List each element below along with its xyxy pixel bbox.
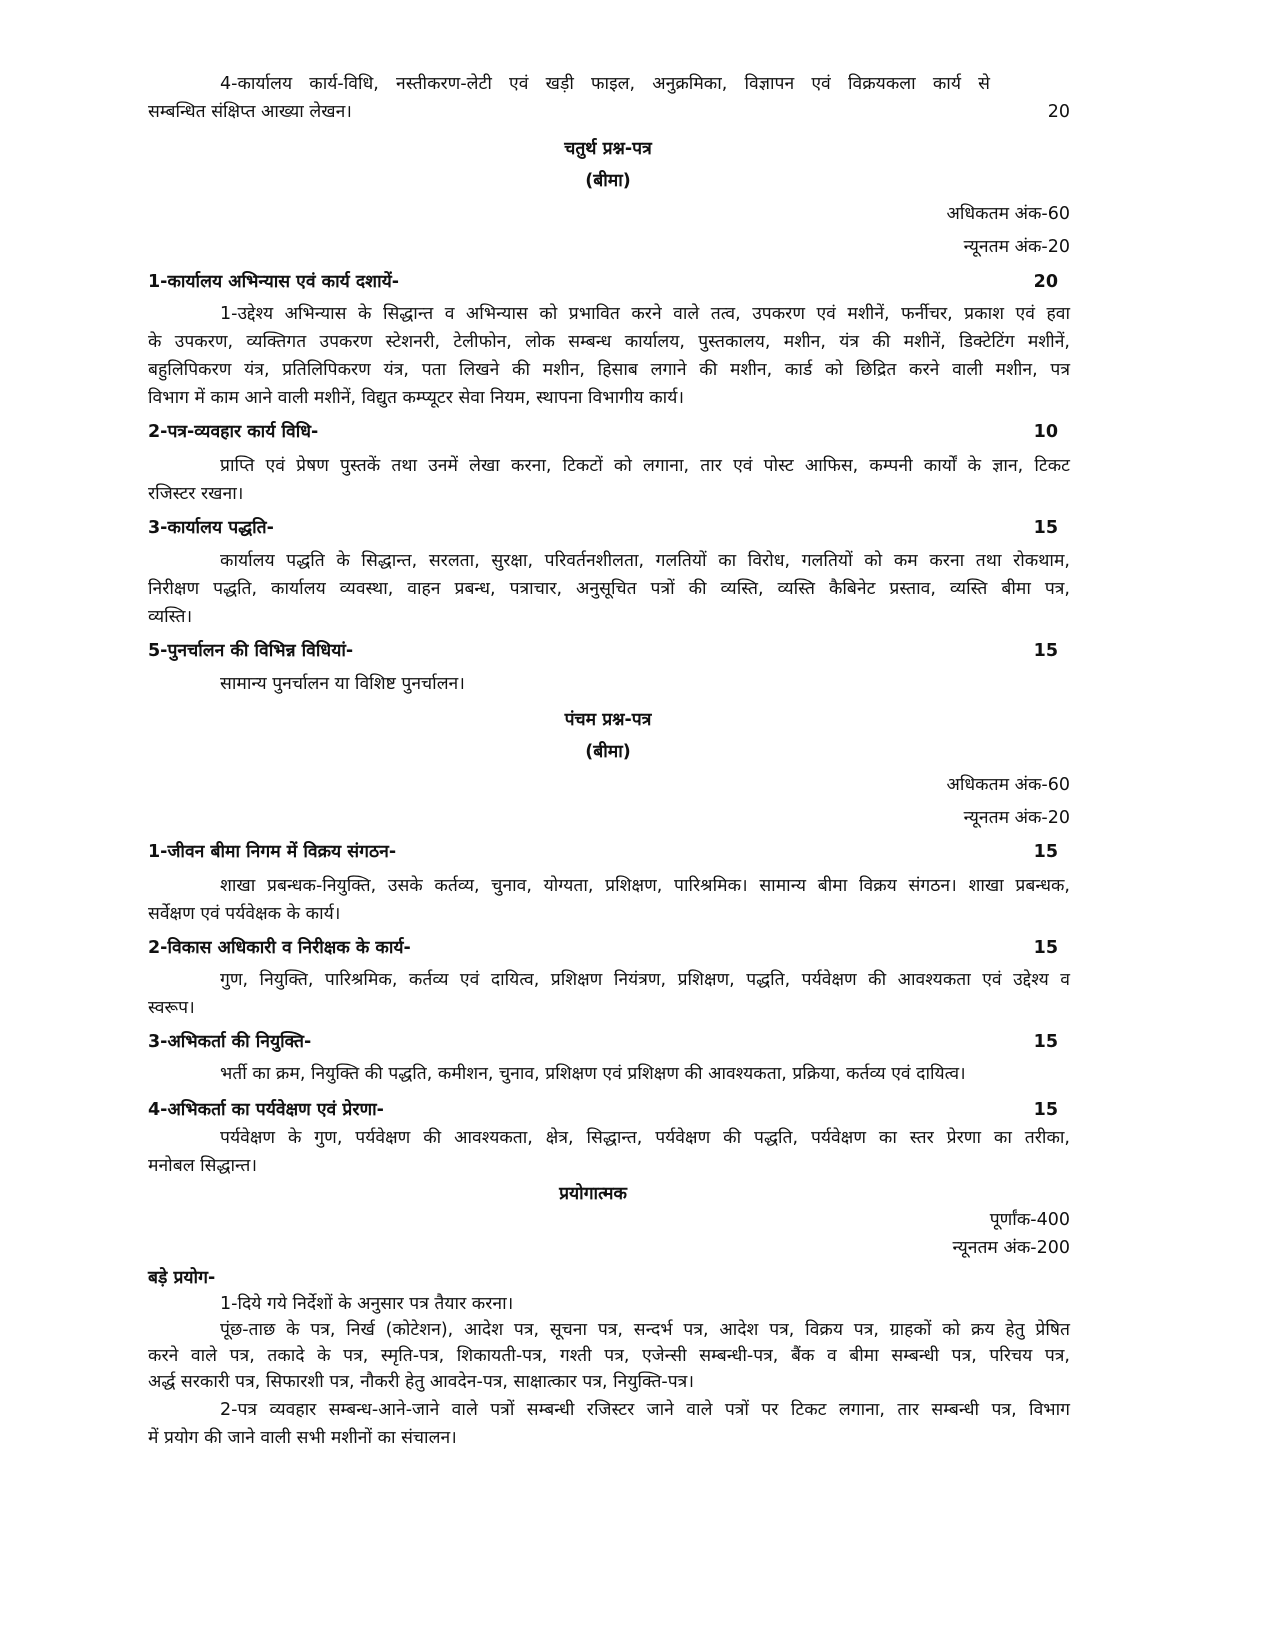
section-title: 5-पुनर्चालन की विभिन्न विधियां- <box>148 641 354 661</box>
section-heading <box>148 838 1070 866</box>
section-title: 1-कार्यालय अभिन्यास एवं कार्य दशायें- <box>148 272 400 292</box>
section-title: 2-पत्र-व्यवहार कार्य विधि- <box>148 422 319 442</box>
paper5-min-marks: न्यूनतम अंक-20 <box>963 808 1070 828</box>
section-title: 1-जीवन बीमा निगम में विक्रय संगठन- <box>148 842 397 862</box>
practical-title: प्रयोगात्मक <box>559 1184 627 1204</box>
paragraph-line: 2-पत्र व्यवहार सम्बन्ध-आने-जाने वाले पत्रों सम्बन्धी रजिस्टर जाने वाले पत्रों पर टिकट लगाना, तार सम्बन्धी पत्र, विभाग <box>220 1400 1070 1420</box>
paragraph-line: रजिस्टर रखना। <box>148 484 244 504</box>
section-heading <box>148 268 1070 296</box>
practical-min-marks: न्यूनतम अंक-200 <box>952 1238 1070 1258</box>
section-heading <box>148 514 1070 542</box>
intro-line <box>148 98 1113 126</box>
paragraph-line: विभाग में काम आने वाली मशीनें, विद्युत कम्प्यूटर सेवा नियम, स्थापना विभागीय कार्य। <box>148 388 684 408</box>
section-marks: 20 <box>1033 272 1058 292</box>
section-heading <box>148 1028 1070 1056</box>
paragraph-line: सर्वेक्षण एवं पर्यवेक्षक के कार्य। <box>148 904 341 924</box>
paper4-subtitle: (बीमा) <box>585 171 631 191</box>
paragraph-line: बहुलिपिकरण यंत्र, प्रतिलिपिकरण यंत्र, पता लिखने की मशीन, हिसाब लगाने की मशीन, कार्ड को छिद्रित करने वाली मशीन, पत्र <box>148 360 1070 380</box>
paragraph-line: सामान्य पुनर्चालन या विशिष्ट पुनर्चालन। <box>220 674 465 694</box>
section-marks: 15 <box>1033 1032 1058 1052</box>
section-heading <box>148 934 1070 962</box>
section-title: 3-कार्यालय पद्धति- <box>148 518 274 538</box>
intro-line: 4-कार्यालय कार्य-विधि, नस्तीकरण-लेटी एवं खड़ी फाइल, अनुक्रमिका, विज्ञापन एवं विक्रयकला कार्य से <box>220 74 990 94</box>
section-marks: 15 <box>1033 641 1058 661</box>
paragraph-line: 1-दिये गये निर्देशों के अनुसार पत्र तैयार करना। <box>220 1294 514 1314</box>
paragraph-line: के उपकरण, व्यक्तिगत उपकरण स्टेशनरी, टेलीफोन, लोक सम्बन्ध कार्यालय, पुस्तकालय, मशीन, यंत्र की मशीनें, डिक्टेटिंग मशीनें, <box>148 332 1070 352</box>
section-marks: 10 <box>1033 422 1058 442</box>
practical-full-marks: पूर्णांक-400 <box>989 1210 1070 1230</box>
section-title: 2-विकास अधिकारी व निरीक्षक के कार्य- <box>148 938 411 958</box>
section-title: 3-अभिकर्ता की नियुक्ति- <box>148 1032 312 1052</box>
section-heading <box>148 1096 1070 1124</box>
paper4-title: चतुर्थ प्रश्न-पत्र <box>564 139 652 159</box>
paper5-title: पंचम प्रश्न-पत्र <box>564 710 652 730</box>
paragraph-line: व्यस्ति। <box>148 607 193 627</box>
paper5-max-marks: अधिकतम अंक-60 <box>946 775 1070 795</box>
intro-marks: 20 <box>1047 102 1070 122</box>
practical-heading: बड़े प्रयोग- <box>148 1268 216 1288</box>
paragraph-line: कार्यालय पद्धति के सिद्धान्त, सरलता, सुरक्षा, परिवर्तनशीलता, गलतियों का विरोध, गलतियों को कम करना तथा रोकथाम, <box>220 551 1070 571</box>
paper4-max-marks: अधिकतम अंक-60 <box>946 204 1070 224</box>
paragraph-line: पूंछ-ताछ के पत्र, निर्ख (कोटेशन), आदेश पत्र, सूचना पत्र, सन्दर्भ पत्र, आदेश पत्र, विक्रय पत्र, ग्राहकों को क्रय हेतु प्रेषित <box>220 1320 1070 1340</box>
paragraph-line: में प्रयोग की जाने वाली सभी मशीनों का संचालन। <box>148 1428 457 1448</box>
section-heading <box>148 418 1070 446</box>
section-marks: 15 <box>1033 842 1058 862</box>
paragraph-line: अर्द्ध सरकारी पत्र, सिफारशी पत्र, नौकरी हेतु आवदेन-पत्र, साक्षात्कार पत्र, नियुक्ति-पत्र। <box>148 1372 694 1392</box>
paper4-min-marks: न्यूनतम अंक-20 <box>963 237 1070 257</box>
paragraph-line: मनोबल सिद्धान्त। <box>148 1156 258 1176</box>
paper5-subtitle: (बीमा) <box>585 742 631 762</box>
section-title: 4-अभिकर्ता का पर्यवेक्षण एवं प्रेरणा- <box>148 1100 384 1120</box>
paragraph-line: निरीक्षण पद्धति, कार्यालय व्यवस्था, वाहन प्रबन्ध, पत्राचार, अनुसूचित पत्रों की व्यस्ति, व्यस्ति कैबिनेट प्रस्ताव, व्यस्ति बीमा पत्र, <box>148 579 1070 599</box>
section-marks: 15 <box>1033 1100 1058 1120</box>
paragraph-line: पर्यवेक्षण के गुण, पर्यवेक्षण की आवश्यकता, क्षेत्र, सिद्धान्त, पर्यवेक्षण की पद्धति, पर्यवेक्षण का स्तर प्रेरणा का तरीका, <box>220 1128 1070 1148</box>
paragraph-line: स्वरूप। <box>148 998 195 1018</box>
section-marks: 15 <box>1033 938 1058 958</box>
paragraph-line: करने वाले पत्र, तकादे के पत्र, स्मृति-पत्र, शिकायती-पत्र, गश्ती पत्र, एजेन्सी सम्बन्धी-पत्र, बैंक व बीमा सम्बन्धी पत्र, परिचय पत्र, <box>148 1346 1070 1366</box>
paragraph-line: गुण, नियुक्ति, पारिश्रमिक, कर्तव्य एवं दायित्व, प्रशिक्षण नियंत्रण, प्रशिक्षण, पद्धति, पर्यवेक्षण की आवश्यकता एवं उद्देश्य व <box>220 970 1070 990</box>
section-heading <box>148 637 1070 665</box>
paragraph-line: प्राप्ति एवं प्रेषण पुस्तकें तथा उनमें लेखा करना, टिकटों को लगाना, तार एवं पोस्ट आफिस, कम्पनी कार्यों के ज्ञान, टिकट <box>220 456 1070 476</box>
section-marks: 15 <box>1033 518 1058 538</box>
paragraph-line: 1-उद्देश्य अभिन्यास के सिद्धान्त व अभिन्यास को प्रभावित करने वाले तत्व, उपकरण एवं मशीनें, फर्नीचर, प्रकाश एवं हवा <box>220 304 1070 324</box>
paragraph-line: भर्ती का क्रम, नियुक्ति की पद्धति, कमीशन, चुनाव, प्रशिक्षण एवं प्रशिक्षण की आवश्यकता, प्रक्रिया, कर्तव्य एवं दायित्व। <box>220 1064 966 1084</box>
intro-text: सम्बन्धित संक्षिप्त आख्या लेखन। <box>148 102 352 122</box>
paragraph-line: शाखा प्रबन्धक-नियुक्ति, उसके कर्तव्य, चुनाव, योग्यता, प्रशिक्षण, पारिश्रमिक। सामान्य बीमा विक्रय संगठन। शाखा प्रबन्धक, <box>220 876 1070 896</box>
